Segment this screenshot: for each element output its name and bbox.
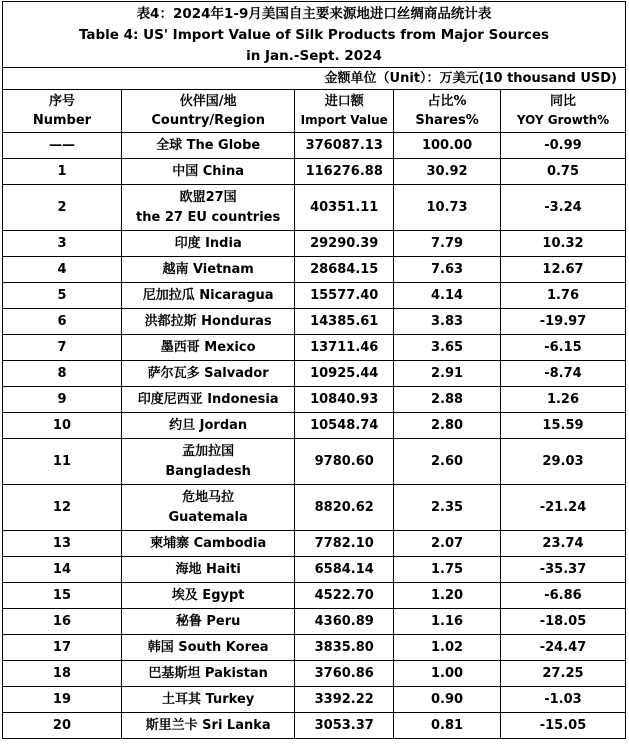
table-row [3,609,626,635]
row-import-value-cell: 9780.60 [295,439,394,485]
row-number-cell: 17 [3,635,122,661]
row-country-cell [121,283,294,309]
row-number-cell: —— [3,133,122,159]
table-row [3,387,626,413]
row-yoy-cell: -6.86 [500,583,625,609]
row-share-cell: 3.83 [394,309,501,335]
row-number-cell: 19 [3,687,122,713]
row-import-value-cell: 3392.22 [295,687,394,713]
row-number-cell: 9 [3,387,122,413]
header-number-en: Number [32,113,92,128]
header-shares-en: Shares% [415,113,479,128]
row-country-line: 秘鲁 Peru [175,613,241,629]
row-import-value-cell: 3760.86 [295,661,394,687]
row-country-cell [121,185,294,231]
row-import-value-cell: 29290.39 [295,231,394,257]
row-import-value-cell: 28684.15 [295,257,394,283]
header-import-value-cn: 进口额 [324,94,364,109]
row-yoy-cell: -1.03 [500,687,625,713]
table-header-row [3,90,626,133]
table-row [3,413,626,439]
row-share-cell: 7.63 [394,257,501,283]
header-shares [394,90,501,133]
row-country-cell [121,557,294,583]
silk-import-table-document [2,1,626,739]
row-country-cell [121,133,294,159]
row-share-cell: 1.20 [394,583,501,609]
table-title [2,1,626,67]
row-country-line: 全球 The Globe [156,137,261,153]
title-line-cn: 表4：2024年1-9月美国自主要来源地进口丝绸商品统计表 [136,6,492,22]
row-number-cell: 1 [3,159,122,185]
row-share-cell: 2.60 [394,439,501,485]
row-share-cell: 4.14 [394,283,501,309]
row-share-cell: 2.07 [394,531,501,557]
row-country-cell [121,361,294,387]
row-share-cell: 3.65 [394,335,501,361]
row-country-line: 韩国 South Korea [147,639,269,655]
row-number-cell: 13 [3,531,122,557]
row-number-cell: 11 [3,439,122,485]
header-country-en: Country/Region [151,113,265,128]
row-yoy-cell: 29.03 [500,439,625,485]
row-number-cell: 2 [3,185,122,231]
row-country-line: 海地 Haiti [175,561,241,577]
row-number-cell: 14 [3,557,122,583]
row-yoy-cell: -8.74 [500,361,625,387]
row-country-line: 巴基斯坦 Pakistan [148,665,268,681]
row-country-cell [121,159,294,185]
table-row [3,185,626,231]
row-import-value-cell: 15577.40 [295,283,394,309]
row-yoy-cell: 23.74 [500,531,625,557]
header-country [121,90,294,133]
row-country-cell [121,713,294,739]
title-line-period: in Jan.-Sept. 2024 [246,48,382,64]
table-row [3,485,626,531]
row-number-cell: 10 [3,413,122,439]
row-country-line: 约旦 Jordan [169,417,248,433]
table-body [3,90,626,739]
row-import-value-cell: 7782.10 [295,531,394,557]
header-yoy-en: YOY Growth% [516,113,610,127]
row-yoy-cell: 1.26 [500,387,625,413]
row-country-line: 洪都拉斯 Honduras [144,313,272,329]
row-country-line: 埃及 Egypt [171,587,245,603]
row-share-cell: 2.80 [394,413,501,439]
row-import-value-cell: 10925.44 [295,361,394,387]
table-row [3,531,626,557]
row-country-line: 印度 India [174,235,242,251]
row-country-line: 土耳其 Turkey [162,691,255,707]
row-import-value-cell: 10548.74 [295,413,394,439]
row-yoy-cell: 0.75 [500,159,625,185]
row-yoy-cell: 27.25 [500,661,625,687]
header-country-cn: 伙伴国/地 [179,94,237,109]
row-import-value-cell: 3835.80 [295,635,394,661]
row-country-line: 尼加拉瓜 Nicaragua [142,287,274,303]
row-country-line: 斯里兰卡 Sri Lanka [145,717,271,733]
row-country-cell [121,335,294,361]
table-row [3,557,626,583]
table-row [3,335,626,361]
row-country-line: 柬埔寨 Cambodia [150,535,267,551]
row-share-cell: 10.73 [394,185,501,231]
row-number-cell: 6 [3,309,122,335]
table-row [3,687,626,713]
row-share-cell: 0.90 [394,687,501,713]
row-share-cell: 1.75 [394,557,501,583]
header-import-value-en: Import Value [300,113,388,127]
row-country-cell [121,635,294,661]
row-number-cell: 20 [3,713,122,739]
header-number [3,90,122,133]
row-country-cell [121,387,294,413]
row-yoy-cell: 1.76 [500,283,625,309]
row-number-cell: 7 [3,335,122,361]
row-import-value-cell: 40351.11 [295,185,394,231]
row-import-value-cell: 3053.37 [295,713,394,739]
row-import-value-cell: 8820.62 [295,485,394,531]
row-yoy-cell: -15.05 [500,713,625,739]
row-number-cell: 16 [3,609,122,635]
table-row [3,283,626,309]
table-row [3,309,626,335]
row-number-cell: 12 [3,485,122,531]
unit-note: 金额单位（Unit）：万美元(10 thousand USD) [2,67,626,89]
header-import-value [295,90,394,133]
header-number-cn: 序号 [48,94,75,109]
row-import-value-cell: 6584.14 [295,557,394,583]
row-import-value-cell: 376087.13 [295,133,394,159]
table-row [3,133,626,159]
row-country-cell [121,485,294,531]
row-import-value-cell: 116276.88 [295,159,394,185]
row-yoy-cell: 15.59 [500,413,625,439]
row-country-line: 萨尔瓦多 Salvador [147,365,269,381]
row-import-value-cell: 4360.89 [295,609,394,635]
row-country-line: 中国 China [172,163,245,179]
row-yoy-cell: 10.32 [500,231,625,257]
row-import-value-cell: 10840.93 [295,387,394,413]
row-share-cell: 100.00 [394,133,501,159]
row-import-value-cell: 4522.70 [295,583,394,609]
row-country-cell [121,257,294,283]
row-yoy-cell: -19.97 [500,309,625,335]
row-country-cell [121,661,294,687]
row-share-cell: 1.02 [394,635,501,661]
row-import-value-cell: 13711.46 [295,335,394,361]
row-country-cell [121,231,294,257]
row-yoy-cell: -0.99 [500,133,625,159]
row-share-cell: 2.35 [394,485,501,531]
row-country-line: Bangladesh [165,463,251,479]
row-number-cell: 15 [3,583,122,609]
table-row [3,583,626,609]
row-yoy-cell: -24.47 [500,635,625,661]
row-share-cell: 30.92 [394,159,501,185]
row-country-line: 欧盟27国 [179,189,237,205]
header-yoy-cn: 同比 [549,94,576,109]
row-country-cell [121,439,294,485]
table-row [3,661,626,687]
header-yoy [500,90,625,133]
row-number-cell: 18 [3,661,122,687]
row-number-cell: 8 [3,361,122,387]
row-country-line: 越南 Vietnam [162,261,254,277]
row-share-cell: 2.88 [394,387,501,413]
title-line-en: Table 4: US' Import Value of Silk Products from Major Sources [78,27,550,43]
row-yoy-cell: 12.67 [500,257,625,283]
row-country-line: the 27 EU countries [136,209,281,225]
row-country-cell [121,583,294,609]
table-row [3,713,626,739]
row-yoy-cell: -3.24 [500,185,625,231]
row-country-line: 墨西哥 Mexico [160,339,256,355]
table-row [3,361,626,387]
row-country-cell [121,609,294,635]
row-yoy-cell: -35.37 [500,557,625,583]
table-row [3,439,626,485]
table-row [3,231,626,257]
row-country-line: 危地马拉 [182,489,235,505]
row-number-cell: 3 [3,231,122,257]
row-number-cell: 4 [3,257,122,283]
row-country-cell [121,309,294,335]
import-table [2,89,626,739]
row-yoy-cell: -18.05 [500,609,625,635]
row-number-cell: 5 [3,283,122,309]
row-country-cell [121,687,294,713]
row-country-line: 印度尼西亚 Indonesia [137,391,279,407]
row-share-cell: 1.00 [394,661,501,687]
row-country-cell [121,531,294,557]
table-row [3,159,626,185]
row-share-cell: 0.81 [394,713,501,739]
row-share-cell: 7.79 [394,231,501,257]
row-yoy-cell: -21.24 [500,485,625,531]
row-share-cell: 2.91 [394,361,501,387]
header-shares-cn: 占比% [427,94,467,109]
row-import-value-cell: 14385.61 [295,309,394,335]
table-row [3,635,626,661]
row-share-cell: 1.16 [394,609,501,635]
row-country-line: Guatemala [168,509,248,525]
table-row [3,257,626,283]
row-country-line: 孟加拉国 [182,443,235,459]
row-yoy-cell: -6.15 [500,335,625,361]
row-country-cell [121,413,294,439]
